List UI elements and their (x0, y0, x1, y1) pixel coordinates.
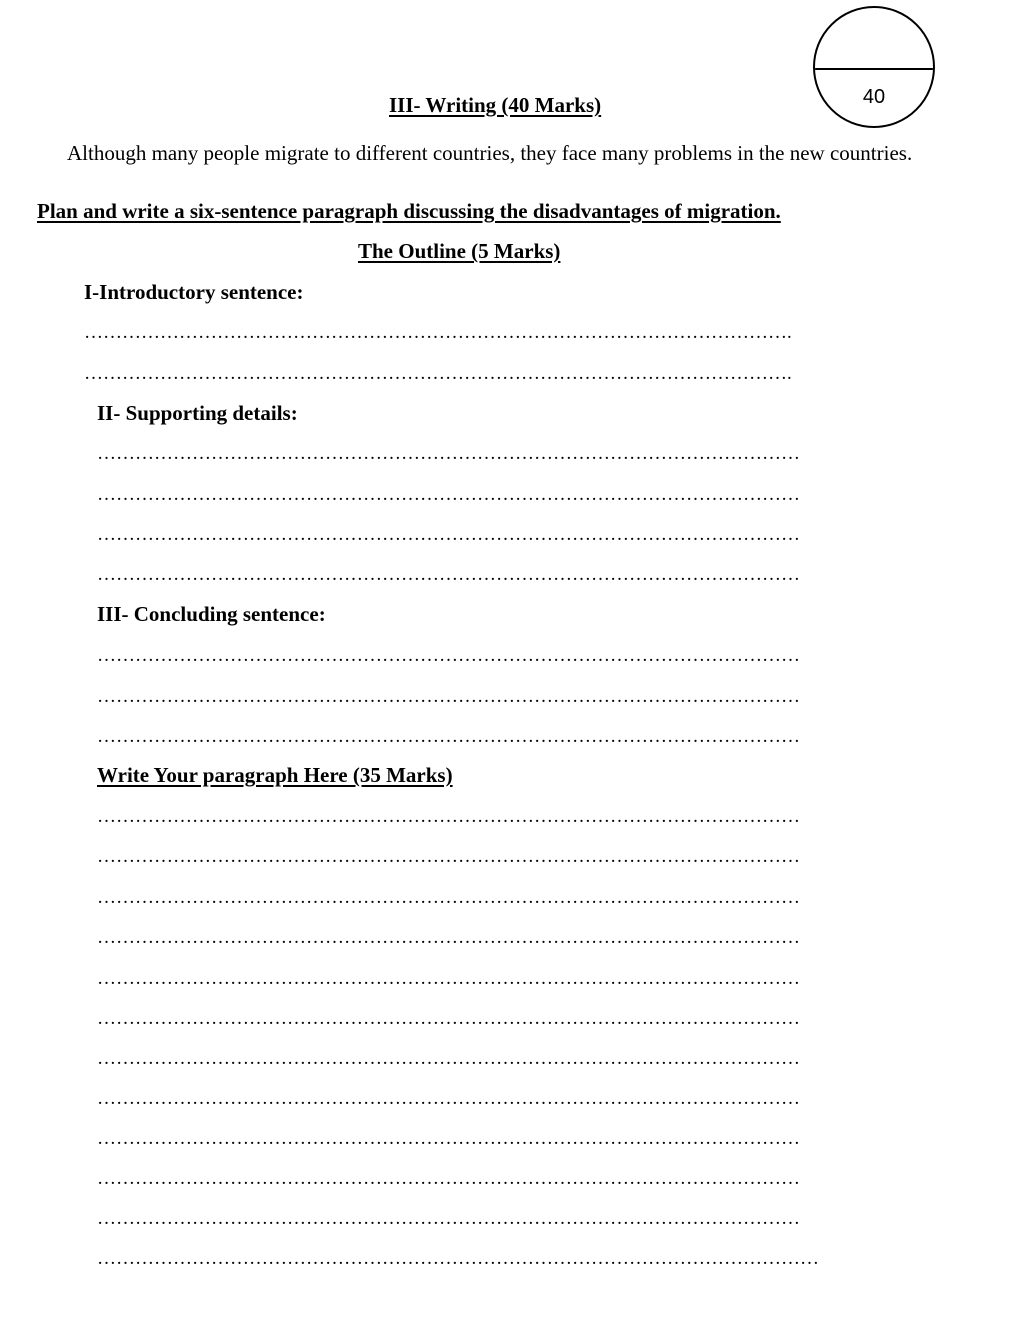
answer-line[interactable]: ………………………………………………………………………………………………… (97, 1008, 800, 1029)
writing-prompt (37, 138, 937, 169)
answer-line[interactable]: ………………………………………………………………………………………………… (97, 1168, 800, 1189)
answer-line[interactable]: ………………………………………………………………………………………………… (97, 1208, 800, 1229)
answer-line[interactable]: ………………………………………………………………………………………………… (97, 1088, 800, 1109)
writing-instruction: Plan and write a six-sentence paragraph discussing the disadvantages of migration. (37, 199, 781, 223)
answer-line[interactable]: ………………………………………………………………………………………………… (97, 1128, 800, 1149)
answer-line[interactable]: ………………………………………………………………………………………………… (97, 484, 800, 505)
answer-line[interactable]: ………………………………………………………………………………………………… (97, 806, 800, 827)
answer-line[interactable]: ………………………………………………………………………………………………… (97, 846, 800, 867)
answer-line[interactable]: ………………………………………………………………………………………………… (97, 887, 800, 908)
writing-prompt-text: Although many people migrate to different countries, they face many problems in the new countries. (67, 141, 913, 165)
answer-line[interactable]: …………………………………………………………………………………………………… (97, 1248, 819, 1269)
section-heading: III- Writing (40 Marks) (389, 93, 602, 117)
answer-line[interactable]: ………………………………………………………………………………………………… (97, 564, 800, 585)
answer-line[interactable]: ………………………………………………………………………………………………… (97, 1048, 800, 1069)
answer-line[interactable]: ………………………………………………………………………………………………… (97, 524, 800, 545)
answer-line[interactable]: ………………………………………………………………………………………………… (97, 443, 800, 464)
answer-line[interactable]: ………………………………………………………………………………………………… (97, 645, 800, 666)
answer-line[interactable]: ………………………………………………………………………………………………… (97, 927, 800, 948)
outline-title: The Outline (5 Marks) (358, 239, 561, 263)
answer-line[interactable]: ………………………………………………………………………………………………… (97, 968, 800, 989)
introductory-label: I-Introductory sentence: (84, 280, 304, 304)
answer-line[interactable]: ………………………………………………………………………………………………… (97, 726, 800, 747)
score-total: 40 (862, 86, 886, 108)
answer-line[interactable]: …………………………………………………………………………………………………. (84, 363, 792, 384)
answer-line[interactable]: …………………………………………………………………………………………………. (84, 322, 792, 343)
concluding-label: III- Concluding sentence: (97, 602, 326, 626)
score-divider (815, 68, 933, 70)
answer-line[interactable]: ………………………………………………………………………………………………… (97, 686, 800, 707)
score-circle (813, 6, 935, 128)
supporting-label: II- Supporting details: (97, 401, 298, 425)
paragraph-section-label: Write Your paragraph Here (35 Marks) (97, 763, 453, 787)
